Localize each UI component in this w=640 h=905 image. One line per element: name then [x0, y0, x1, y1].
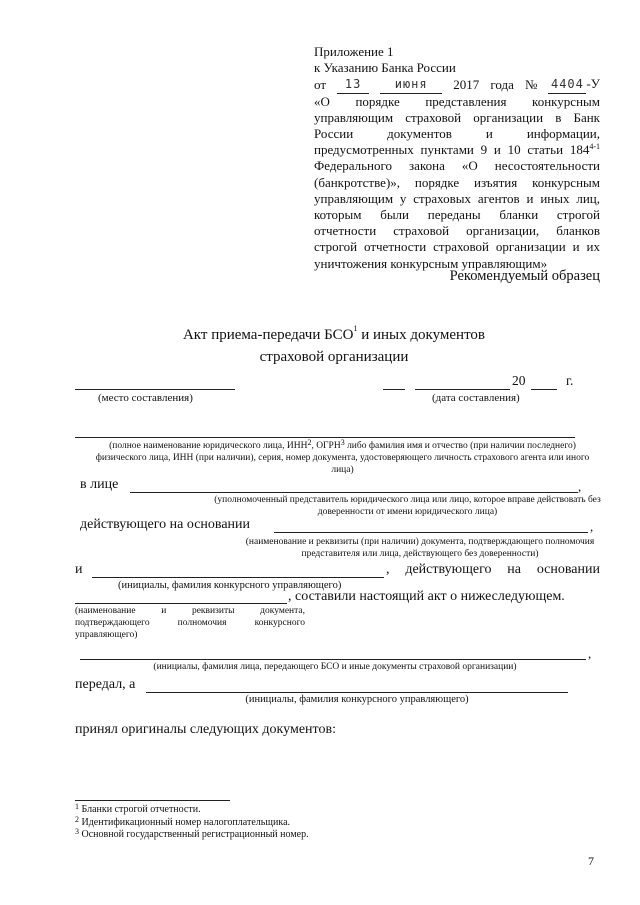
date-year-prefix: 20	[512, 373, 526, 388]
place-caption: (место составления)	[98, 392, 193, 404]
transferor-field[interactable]	[80, 659, 586, 660]
party-caption-sup1: 2	[307, 438, 312, 447]
basis-field[interactable]	[274, 532, 588, 533]
order-number: 4404	[548, 76, 586, 93]
party-caption-part3: либо фамилия имя и отчество (при наличии последнего) физического лица, ИНН (при наличии), серия, номер документа, удостоверяющего личность страхового агента или иного лица)	[95, 441, 590, 475]
party-caption-part1: (полное наименование юридического лица, ИНН	[109, 441, 308, 451]
appendix-body-part2: Федерального закона «О несостоятельности (банкротстве)», порядке изъятия конкурсным управляющим у страховых агентов и иных лиц, которым были переданы бланки строгой отчетности страховой организации, бланков строгой отчетности страховой организации и их уничтожения конкурсным управляющим»	[314, 158, 600, 271]
footnote-3-text: Основной государственный регистрационный номер.	[79, 829, 309, 840]
party-caption-part2: , ОГРН	[311, 441, 341, 451]
document-title-line2: страховой организации	[259, 349, 409, 365]
footnotes	[75, 804, 309, 842]
basis-caption: (наименование и реквизиты (при наличии) документа, подтверждающего полномочия представителя или лица, действующего без доверенности)	[245, 537, 595, 559]
and-label: и	[75, 562, 83, 577]
footnote-1-text: Бланки строгой отчетности.	[79, 804, 201, 815]
footnote-3-number: 3	[75, 827, 79, 836]
person-caption: (уполномоченный представитель юридического лица или лицо, которое вправе действовать без доверенности от имени юридического лица)	[214, 495, 601, 517]
accepted-text: принял оригиналы следующих документов:	[75, 722, 336, 737]
order-month: июня	[380, 76, 442, 93]
page-number: 7	[588, 854, 594, 868]
footnote-1	[75, 804, 309, 817]
recommended-sample-label: Рекомендуемый образец	[449, 268, 600, 284]
from-label: от	[314, 77, 327, 93]
footnote-2-text: Идентификационный номер налогоплательщика.	[79, 816, 291, 828]
drawn-up-caption-line1: (наименование и реквизиты документа,	[75, 606, 305, 616]
order-number-group	[548, 76, 600, 93]
manager-after-label: , действующего на основании	[386, 562, 600, 577]
appendix-body-part1: «О порядке представления конкурсным управляющим страховой организации в Банк России документов и информации, предусмотренных пунктами 9 и 10 статьи 184	[314, 93, 600, 158]
title-part2: и иных документов	[357, 327, 486, 343]
date-year-field[interactable]	[531, 389, 557, 390]
order-year: 2017	[453, 77, 480, 93]
receiver-field[interactable]	[146, 692, 568, 693]
appendix-line2: к Указанию Банка России	[314, 60, 456, 76]
number-sign: №	[524, 77, 538, 93]
manager-caption: (инициалы, фамилия конкурсного управляющего)	[118, 580, 342, 591]
title-footnote-ref: 1	[353, 324, 358, 333]
person-label: в лице	[80, 477, 119, 492]
title-part1: Акт приема-передачи БСО	[182, 327, 354, 343]
footnote-2	[75, 814, 309, 830]
drawn-up-caption-line2: подтверждающего полномочия конкурсного	[75, 618, 305, 628]
order-year-suffix: года	[490, 77, 514, 93]
drawn-up-text: , составили настоящий акт о нижеследующем.	[288, 589, 565, 604]
date-day-field[interactable]	[383, 389, 405, 390]
order-number-suffix: -У	[586, 76, 600, 92]
basis-label: действующего на основании	[80, 517, 251, 532]
person-comma: ,	[578, 479, 582, 494]
appendix-line1: Приложение 1	[314, 44, 394, 59]
transferor-comma: ,	[588, 646, 592, 661]
article-superscript: 4-1	[589, 142, 600, 152]
manager-field[interactable]	[92, 577, 384, 578]
appendix-date-line	[314, 76, 600, 93]
party-name-field[interactable]	[75, 437, 575, 438]
date-caption: (дата составления)	[432, 392, 520, 404]
date-year-suffix: г.	[566, 373, 574, 388]
footnote-1-number: 1	[75, 802, 79, 811]
drawn-up-caption	[75, 605, 305, 641]
date-month-field[interactable]	[415, 389, 510, 390]
footnote-3	[75, 829, 309, 842]
receiver-caption: (инициалы, фамилия конкурсного управляющего)	[245, 694, 469, 705]
order-day: 13	[337, 76, 369, 93]
manager-basis-field[interactable]	[75, 603, 287, 604]
basis-comma: ,	[590, 519, 594, 534]
footnote-2-number: 2	[75, 814, 79, 824]
place-field[interactable]	[75, 389, 235, 390]
appendix-body	[314, 94, 600, 272]
person-field[interactable]	[130, 492, 578, 493]
footnote-separator	[75, 800, 230, 801]
party-caption-sup2: 3	[340, 438, 345, 447]
transferred-label: передал, а	[75, 677, 136, 692]
document-title-line1	[0, 324, 640, 344]
appendix-header	[314, 44, 600, 272]
drawn-up-caption-line3: управляющего)	[75, 630, 138, 640]
transferor-caption: (инициалы, фамилия лица, передающего БСО и иные документы страховой организации)	[153, 662, 517, 672]
party-caption	[90, 440, 595, 476]
